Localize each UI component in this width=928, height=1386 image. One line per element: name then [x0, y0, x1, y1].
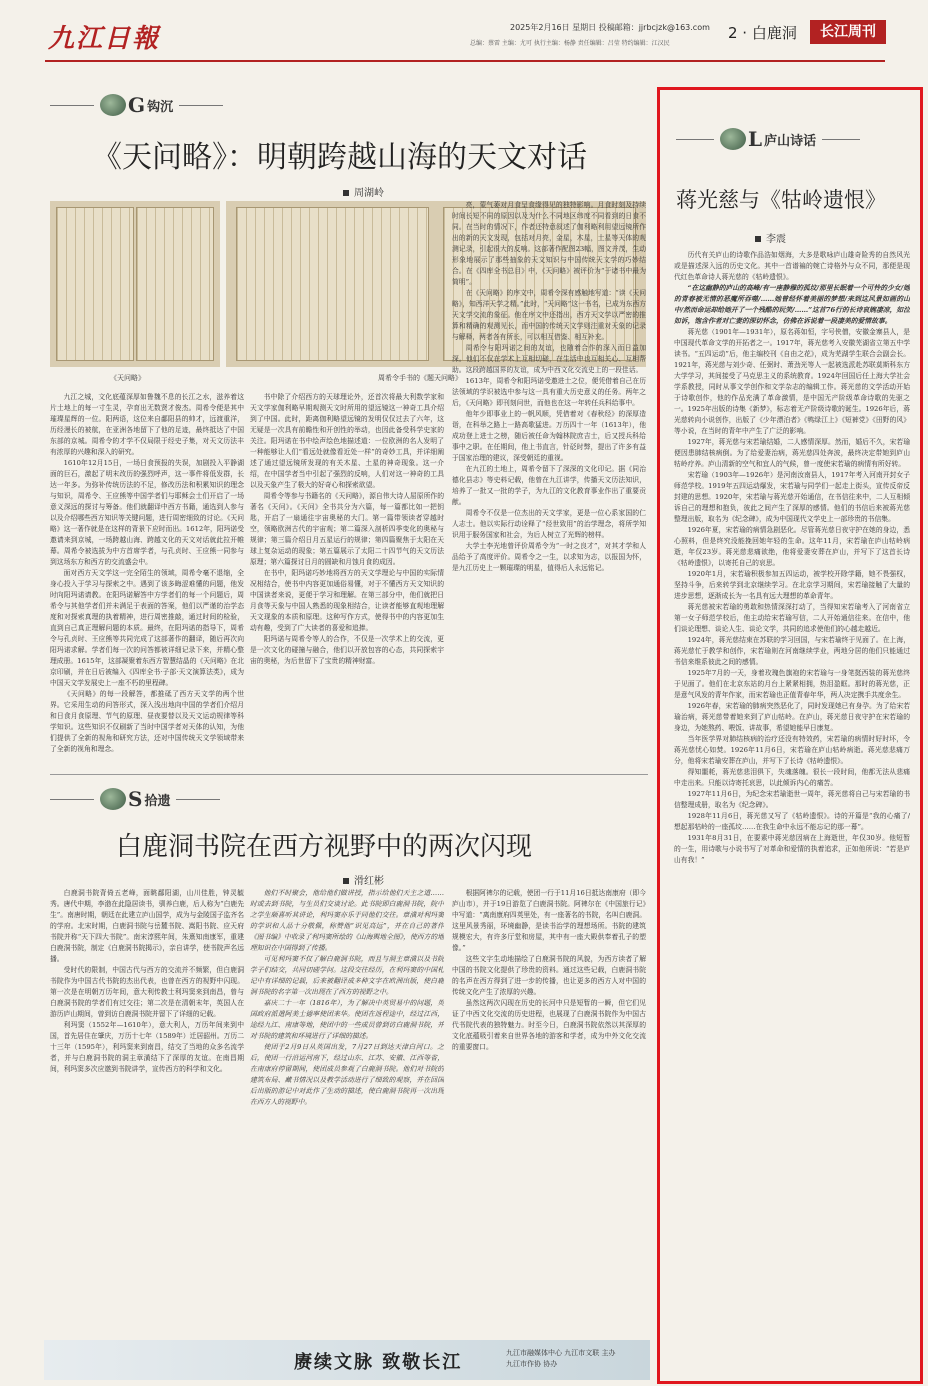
paragraph: 在九江的土地上，周希令留下了深深的文化印记。据《同治德化县志》等史料记载，他曾在九江讲学，传播天文历法知识，培养了一批又一批的学子，为九江的文化教育事业作出了重要贡献。 [452, 465, 646, 506]
article3-headline: 蒋光慈与《牯岭遗恨》 [676, 188, 886, 212]
divider [50, 105, 94, 106]
paragraph: 周希令与阳玛诺之间的友谊，也随着合作的深入而日益加深。他们不仅在学术上互相切磋，在生活中也互相关心、互相帮助。这段跨越国界的友谊，成为中西文化交流史上的一段佳话。 [452, 344, 646, 374]
paragraph: 得知噩耗，蒋光慈悲泪俱下，失魂落魄。很长一段时间，他都无法从悲痛中走出来。只能以诗寄托哀思，以此倾诉内心的痛苦。 [674, 768, 910, 787]
caption-right: 周希令手书的《题天问略》 [378, 374, 462, 382]
article3-byline: 李震 [755, 230, 786, 245]
section-name: 拾遗 [144, 793, 171, 809]
paragraph: 可见利玛窦不仅了解白鹿洞书院，而且与洞主章潢以及书院学子们结交，共同切磋学问。这段交往经历，在利玛窦的中国札记中有详细的记载，后来被翻译成多种文字在欧洲出版，使白鹿洞书院的名字第一次出现在了西方的视野之中。 [250, 955, 444, 996]
divider [176, 799, 220, 800]
issue-info: 2025年2月16日 星期日 投稿邮箱：jjrbcjzk@163.com [510, 23, 710, 32]
paragraph: 当年医学界对肺结核病的治疗还没有特效药，宋若瑜的病情时好时坏，令蒋光慈忧心如焚。1926年11月6日，宋若瑜在庐山牯岭病逝。蒋光慈悲痛万分，他将宋若瑜安葬在庐山，并写下了长诗《牯岭遗恨》。 [674, 735, 910, 765]
paragraph: 1926年夏，宋若瑜的病情急剧恶化。尽管蒋光慈日夜守护在她的身边，悉心照料，但是终究没能挽回她年轻的生命。这年11月，宋若瑜在庐山牯岭病逝，年仅23岁。蒋光慈悲痛欲绝，他将爱妻安葬在庐山，并写下了这首长诗《牯岭遗恨》，以寄托自己的哀思。 [674, 526, 910, 567]
section-name: 庐山诗话 [764, 133, 817, 149]
paragraph: 阳玛诺与周希令等人的合作，不仅是一次学术上的交流，更是一次文化的碰撞与融合，他们以开放包容的心态，共同探索宇宙的奥秘，为后世留下了宝贵的精神财富。 [250, 635, 444, 665]
masthead [0, 0, 928, 62]
paragraph: 1613年，周希令和阳玛诺受邀进士之位，便凭借着自己在历法领域的学识被选中参与这一具有重大历史意义的任务。两年之后，《天问略》即刊刻问世，而他也在这一年转任兵科给事中。 [452, 377, 646, 407]
article3-body [674, 250, 910, 1376]
section-image-icon [100, 94, 126, 116]
article2-byline: 滑红彬 [343, 872, 384, 887]
divider [822, 139, 860, 140]
section-name: 钩沉 [147, 99, 174, 115]
paragraph: 书中除了介绍西方的天球理论外，还首次将最大利数学家和天文学家伽利略早期观测天文时所用的望远镜这一神奇工具介绍到了中国。此时，距离伽利略望远镜的发明仅仅过去了六年，这无疑是一次具有前瞻性和开创性的举动，也因此备受科学史家的关注。阳玛诺在书中绘声绘色地描述道：一位欧洲的名人发明了一种能够让人们“看远处就像看近处一样”的奇妙工具，并详细阐述了通过望远镜所发现的有关木星、土星的神奇现象。这一介绍，在中国学者当中引起了强烈的反响，人们对这一神奇的工具以及天象产生了极大的好奇心和探索欲望。 [250, 393, 444, 489]
paragraph: 1610年12月15日，一场日食预报的失误，加剧投入平静湖面的巨石，激起了明末改历的强烈呼声，这一事件将低发群，长达一年多。为弥补传统历法的不足，修改历法和积累知识的理念与知识，周希令、王应熊等中国学者们与耶稣会士们开启了一场意义深远的探讨与筹备。他们就翻译中西方书籍，通选到人参与以及介绍哪些西方知识等关键问题，进行周密细致的讨论。《天问略》这一著作就是在这样的背景下应时而出。1612年，阳玛诺受邀请来到京城，一场跨越山海、跨越文化的天文对话就此拉开帷幕。周希令被选拔为中方首席学者，与孔贞时、王应熊一同参与到这场东方和西方的交流盛会中。 [50, 459, 244, 566]
paragraph: 蒋光慈（1901年—1931年），原名蒋如恒，字号侠僧，安徽金寨县人，是中国现代革命文学的开拓者之一。1917年，蒋光慈考入安徽芜湖省立第五中学读书。“五四运动”后，他主编校刊《自由之花》，成为芜湖学生联合会副会长。1921年，蒋光慈与刘少奇、任弼时、萧劲光等人一起被选派赴苏联莫斯科东方大学学习，其间接受了马克思主义的系统教育。1924年回国后任上海大学社会学系教授，同时从事文学创作和文学杂志的编辑工作。蒋光慈的文学活动开始于诗歌创作，他的作品充满了革命激情，是中国无产阶级革命诗歌的先驱之一。1925年出版的诗集《新梦》，标志着无产阶级诗歌的诞生。1926年后，蒋光慈转向小说创作，出版了《少年漂泊者》《鸭绿江上》《短裤党》《田野的风》等小说，在当时的青年中产生了广泛的影响。 [674, 328, 910, 435]
paragraph: 1925年7月的一天，身着玫瑰色旗袍的宋若瑜与一身笔挺西装的蒋光慈终于见面了。他们在北京东站的月台上紧紧相拥，热泪盈眶。那时的蒋光慈，正是意气风发的青年作家，而宋若瑜也正值青春年华，两人决定携手共度余生。 [674, 669, 910, 699]
section-letter: G [128, 93, 146, 117]
masthead-rule [45, 60, 885, 62]
banner-slogan: 赓续文脉 致敬长江 [294, 1352, 463, 1373]
banner-organizers [506, 1348, 615, 1370]
caption-left: 《天问略》 [110, 374, 145, 382]
paragraph: 白鹿洞书院背倚五老峰，面眺鄱阳湖，山川佳胜，钟灵毓秀。唐代中期，李渤在此隐居读书，驯养白鹿，后人称为“白鹿先生”。南唐时期，朝廷在此建立庐山国学，成为与金陵国子监齐名的学府。北宋时期，白鹿洞书院与岳麓书院、嵩阳书院、应天府书院并称“天下四大书院”。南宋淳熙年间，朱熹知南康军，重建白鹿洞书院，制定《白鹿洞书院揭示》，亲自讲学，使书院声名远播。 [50, 889, 244, 963]
article2-column-1 [50, 888, 244, 1330]
paragraph: 虽然这两次闪现在历史的长河中只是短暂的一瞬，但它们见证了中西文化交流的历史进程，也展现了白鹿洞书院作为中国古代书院代表的独特魅力。时至今日，白鹿洞书院依然以其深厚的文化底蕴吸引着来自世界各地的游客和学者，成为中外文化交流的重要窗口。 [452, 999, 646, 1051]
paragraph: 根据阿裨尔的记载，使团一行于11月16日抵达南康府（即今庐山市），并于19日游览了白鹿洞书院。阿裨尔在《中国旅行记》中写道：“离南康府四英里处，有一座著名的书院，名叫白鹿洞。这里风景秀丽，环境幽静，是读书治学的理想场所。书院的建筑规模宏大，有许多厅堂和房屋，其中有一座大殿供奉着孔子的塑像。” [452, 889, 646, 952]
paragraph: 1927年，蒋光慈与宋若瑜结婚，二人感情深厚。然而，婚后不久，宋若瑜便因患肺结核病倒。为了给爱妻治病，蒋光慈四处奔波，最终决定带她到庐山牯岭疗养。庐山清新的空气和宜人的气候，曾一度使宋若瑜的病情有所好转。 [674, 438, 910, 468]
section-letter: S [128, 787, 143, 811]
article1-column-1 [50, 392, 244, 767]
paragraph: 1928年11月6日，蒋光慈又写了《牯岭遗恨》。诗的开篇是“我的心痛了/想起那牯岭的一座孤坟……在我生命中永远不能忘记的那一幕”。 [674, 812, 910, 831]
paragraph: 这些文字生动地描绘了白鹿洞书院的风貌，为西方读者了解中国的书院文化提供了珍贵的资料。通过这些记载，白鹿洞书院的名声在西方得到了进一步的传播，也让更多的西方人对中国的传统文化产生了浓厚的兴趣。 [452, 955, 646, 996]
section-image-icon [100, 788, 126, 810]
paragraph: 面对西方天文学这一完全陌生的领域，周希令毫不退缩，全身心投入于学习与探索之中。遇到了该多晦涩难懂的问题，他发时向阳玛诺请教。在阳玛诺解答中方学者们的每一个问题后，周希令与其他学者们并未满足于表面的答案，他们以严谨的治学态度和对探索真理的执着精神，进行周密推敲，通过时间的检验，直到自己真正理解问题的本质。最终，在阳玛诺的指导下，周希令与孔贞时、王应熊等共同完成了这部著作的翻译，随后再次向阳玛诺求解。学者们每一次的问答都被详细记录下来，并精心整理成册。1615年，这部凝聚着东西方智慧结晶的《天问略》在北京印刷，并在日后被编入《四库全书·子部·天文演算法类》，成为中国天文学发展史上一座不朽的里程碑。 [50, 569, 244, 687]
article1-column-3 [452, 200, 646, 767]
paragraph: 九江之城，文化底蕴深厚如鲁魏不息的长江之水，滋养着这片土地上的每一寸生灵，孕育出无数贤才俊杰。周希令便是其中璀璨星辉的一位。阳两语，这位来自鄱阳县的帅才，远渡重洋，历经漫长的被航，在亚洲各地留下了他的足迹，最终抵达了中国东部的京城。周希令的才学不仅局限于经史子集，对天文历法丰有浓厚的兴趣和深入的研究。 [50, 393, 244, 456]
column-badge: 长江周刊 [810, 20, 886, 44]
paragraph: 使团于2月9日从英国出发，7月27日到达天津白河口。之后，使团一行沿运河南下，经过山东、江苏、安徽、江西等省，在南康府停留期间，使团成员参观了白鹿洞书院。他们对书院的建筑布局、藏书情况以及教学活动进行了细致的观察，并在回国后出版的游记中对此作了生动的描述，使白鹿洞书院再一次出现在西方人的视野中。 [250, 1043, 444, 1106]
paragraph: 周希令等参与书籍名的《天问略》，源自伟大诗人屈原所作的著名《天问》。《天问》全书共分为六篇，每一篇都比如一把钥匙，开启了一扇通往宇宙奥秘的大门。第一篇带领读者穿越时空，领略欧洲古代的宇宙观；第二篇深入剖析四季变化的奥秘与规律；第三篇介绍日月五星运行的规律；第四篇聚焦于太阳在天球上复杂运动的现象；第五篇展示了太阳二十四节气的天文历法原理；第六篇探讨日月的圆缺和月蚀月食的成因。 [250, 492, 444, 566]
paragraph: 《天问略》的每一段解答，都推砥了西方天文学的两个世界。它采用生动的问答形式，深入浅出地向中国的学者们介绍月和日食月食原理、节气的原理、昼夜要替以及天文运动规律等科学知识。这些知识不仅刷新了当时中国学者对天体的认知，为他们提供了全新的视角和研究方法，还对中国传统天文学领域带来了全新的视角和理念。 [50, 690, 244, 753]
article2-headline: 白鹿洞书院在西方视野中的两次闪现 [116, 832, 533, 862]
paragraph: 在书中，阳玛诺巧妙地将西方的天文学理论与中国的实际情况相结合，使书中内容更加通俗易懂，对于不懂西方天文知识的中国读者来说，更便于学习和理解。在第三部分中，他们就把日月食等天象与中国人熟悉的现象相结合，让读者能够直观地理解天文现象的本质和原理。这种写作方式，使得书中的内容更加生动有趣，受到了广大读者的喜爱和追捧。 [250, 569, 444, 632]
banner-orgs-text: 九江市融媒体中心 九江市文联 主办 九江市作协 协办 [506, 1349, 616, 1368]
section-badge [720, 127, 816, 151]
paragraph: 周希令不仅是一位杰出的天文学家，更是一位心系家国的仁人志士。他以实际行动诠释了“经世致用”的治学理念，将所学知识用于服务国家和社会，为后人树立了光辉的榜样。 [452, 509, 646, 539]
section-divider [50, 774, 648, 775]
section-badge [100, 787, 170, 811]
paragraph: 蒋光慈被宋若瑜的勇敢和热情深深打动了，当得知宋若瑜考入了河南省立第一女子师范学校后，他主动给宋若瑜写信，二人开始通信往来。在信中，他们谈论理想、谈论人生、谈论文学，共同的追求使他们的心越走越近。 [674, 603, 910, 633]
paragraph: 1926年春，宋若瑜的肺病突然恶化了，同时发现她已有身孕。为了给宋若瑜治病，蒋光慈带着她来到了庐山牯岭。在庐山，蒋光慈日夜守护在宋若瑜的身边，为她熬药、喂饭、讲故事，希望她能早日康复。 [674, 702, 910, 732]
section-label-gouchen [50, 92, 223, 118]
paragraph: 亮，蒙气萎对月食呈食缘得见的独特影响。月食时刻及持续时间长短不同的原因以及为什么不同地区纬度不同看到的日食不同。在当时的情况下，作者还特意叙述了伽利略利用望远镜所作出的新的天文发现，包括对月亮，金星，木星，土星等天体的观测记录，引起很大的反响。这部著作配图23幅，图文并茂，生动形象地展示了那些抽象的天文知识与中国传统天文学的巧妙结合。在《四库全书总目》中，《天问略》被评价为“于诸书中最为简明”。 [452, 201, 646, 286]
paragraph: 受时代的限制，中国古代与西方的交流并不频繁，但白鹿洞书院作为中国古代书院的杰出代表，也曾在西方的视野中闪现。第一次是在明朝万历年间，意大利传教士利玛窦来到南昌，曾与白鹿洞书院的学者们有过交往；第二次是在清朝末年，英国人在游历庐山期间，曾到访白鹿洞书院并留下了详细的记载。 [50, 966, 244, 1018]
divider [50, 799, 94, 800]
paragraph: 他们不时聚会，他给他们做讲授，指示给他们天主之道……时或去到书院，与生员们交谈讨论。此书院即白鹿洞书院，院中之学生颇喜听其讲论，利玛窦亦乐于同他们交往。章潢对利玛窦的学识和人品十分敬佩，称赞他“识见高远”，并在自己的著作《图书编》中收录了利玛窦所绘的《山海舆地全图》，使西方的地理知识在中国得到了传播。 [250, 889, 444, 952]
paragraph: 利玛窦（1552年—1610年），意大利人，万历年间来到中国，首先居住在肇庆，万历十七年（1589年）迁居韶州。万历二十三年（1595年），利玛窦来到南昌，结交了当地的众多名流学者，并与白鹿洞书院的洞主章潢结下了深厚的友谊。在南昌期间，利玛窦多次应邀到书院讲学，宣传西方的科学和文化。 [50, 1021, 244, 1073]
page-number: 2 · 白鹿洞 [728, 24, 797, 42]
book-photo-left [50, 201, 220, 367]
paragraph: 他年少即事业上的一帆风顺，凭借着对《春秋经》的深厚造诣，在科举之路上一路高歌猛进。万历四十一年（1613年），他成功登上进士之榜，随后被任命为翰林院庶吉士，后又授兵科给事中之职。在任期间，他上书直言，针砭时弊，提出了许多有益于国家治理的建议，深受朝廷的重视。 [452, 410, 646, 462]
newspaper-logo: 九江日報 [48, 24, 161, 54]
paragraph: 1927年11月6日，为纪念宋若瑜逝世一周年，蒋光慈将自己与宋若瑜的书信整理成册，取名为《纪念碑》。 [674, 790, 910, 809]
paragraph: 宋若瑜（1903年—1926年）是河南汝南县人，1917年考入河南开封女子师范学校。1919年五四运动爆发，宋若瑜与同学们一起走上街头，宣传反帝反封建的思想。1920年，宋若瑜与蒋光慈开始通信，在书信往来中，二人互相倾诉自己的理想和抱负，彼此之间产生了深厚的感情。他们的书信后来被蒋光慈整理出版，取名为《纪念碑》，成为中国现代文学史上一部珍贵的书信集。 [674, 471, 910, 523]
article2-column-2 [250, 888, 444, 1330]
section-label-shiyi [50, 786, 220, 812]
section-label-lushan [676, 126, 860, 152]
article2-column-3 [452, 888, 646, 1330]
bottom-banner [44, 1340, 650, 1380]
paragraph: 1931年8月31日，在要素中蒋光慈因病在上海逝世，年仅30岁。他短暂的一生，用诗歌与小说书写了对革命和爱情的执着追求，正如他所说：“若是庐山有我！” [674, 834, 910, 864]
paragraph: 嘉庆二十一年（1816年），为了解决中英贸易中的问题，英国政府派遣阿美士德率使团来华。使团在返程途中，经过江西，途经九江、南康等地，使团中的一些成员曾到访白鹿洞书院，并对书院的建筑和环境进行了详细的描述。 [250, 999, 444, 1040]
article1-byline: 周湖岭 [343, 184, 384, 199]
paragraph: 在《天问略》的序文中，周希令深有感触地写道：“读《天问略》，知西洋天学之精。”此时，“天问略”这一书名，已成为东西方天文学交流的象征。他在序文中还指出，西方天文学以严密的推算和精确的观测见长，而中国的传统天文学则注重对天象的记录与解释，两者各有所长，可以相互借鉴、相互补充。 [452, 289, 646, 341]
article1-column-2 [250, 392, 444, 767]
section-letter: L [748, 127, 763, 151]
paragraph: 1924年，蒋光慈结束在苏联的学习回国，与宋若瑜终于见面了。在上海，蒋光慈忙于教学和创作，宋若瑜则在河南继续学业，两地分居的他们只能通过书信来维系彼此之间的感情。 [674, 636, 910, 666]
paragraph: 大学士李光地曾评价周希令为“一时之良才”，对其才学和人品给予了高度评价。周希令之一生，以求知为志，以报国为怀，是九江历史上一颗璀璨的明星，值得后人永远铭记。 [452, 542, 646, 572]
divider [676, 139, 714, 140]
divider [179, 105, 223, 106]
paragraph: 1920年1月，宋若瑜积极参加五四运动，被学校开除学籍，她不畏强权，坚持斗争，后来转学到北京继续学习。在北京学习期间，宋若瑜接触了大量的进步思想，逐渐成长为一名具有远大理想的革命青年。 [674, 570, 910, 600]
paragraph: “在这幽静的庐山的高峰/有一座静穆的孤坟/那里长眠着一个可怜的少女/她的青春被无情的恶魔所吞噬/……她曾经怀着美丽的梦想/来到这风景如画的山中/然而命运却给她开了一个残酷的玩笑/……”这首76行的长诗哀婉凄凉，如泣如诉，饱含作者对亡妻的深切怀念，仿佛在诉说着一段凄美的爱情故事。 [674, 284, 910, 325]
editorial-staff: 总编：蔡雷 主编：尤可 执行主编：杨静 责任编辑：吕莹 特约编辑：江汉民 [470, 40, 670, 47]
article1-headline: 《天问略》：明朝跨越山海的天文对话 [92, 140, 587, 175]
section-image-icon [720, 128, 746, 150]
paragraph: 历代有关庐山的诗歌作品浩如烟海，大多是歌咏庐山雄奇险秀的自然风光或是描述深入远的历史文化。其中一首谱褊的婉亡诗格外与众不同，那便是现代红色革命诗人蒋光慈的《牯岭遗恨》。 [674, 251, 910, 281]
section-badge [100, 93, 173, 117]
